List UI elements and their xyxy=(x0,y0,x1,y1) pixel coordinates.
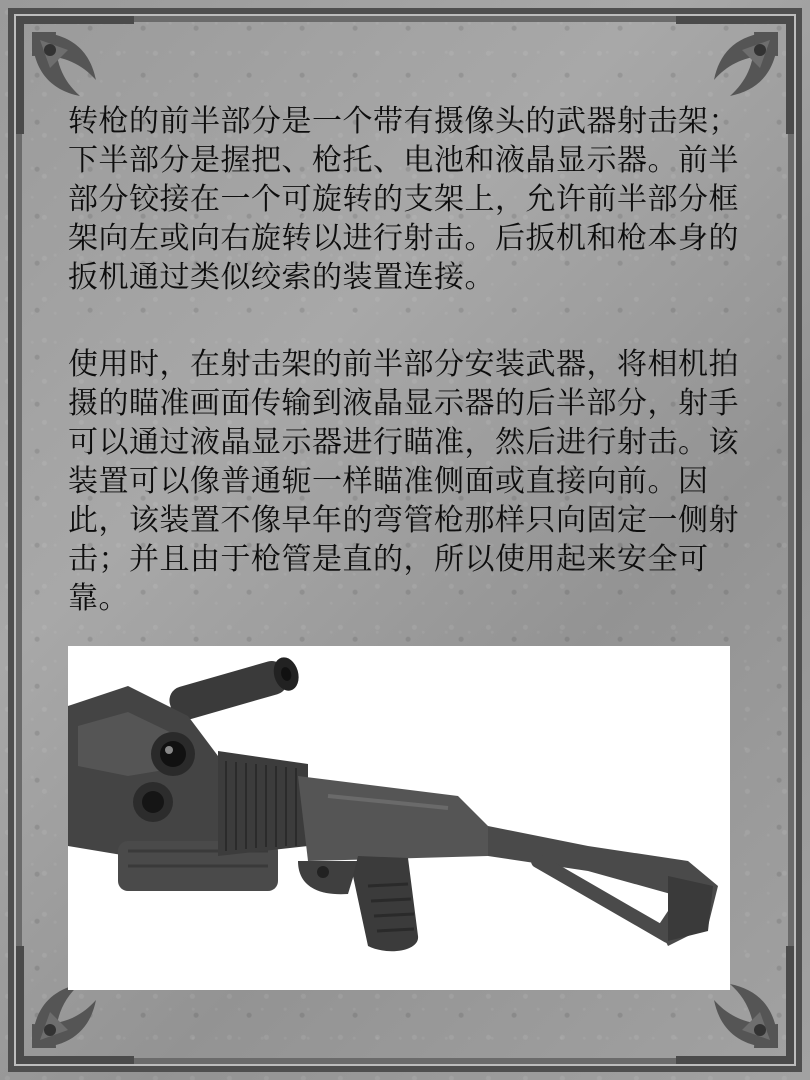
corner-shot-weapon-illustration xyxy=(68,646,730,990)
description-paragraph-2: 使用时，在射击架的前半部分安装武器，将相机拍摄的瞄准画面传输到液晶显示器的后半部分，射手可以通过液晶显示器进行瞄准，然后进行射击。该装置可以像普通轭一样瞄准侧面或直接向前。因此，该装置不像早年的弯管枪那样只向固定一侧射击；并且由于枪管是直的，所以使用起来安全可靠。 xyxy=(68,347,739,616)
corner-shot-weapon-photo xyxy=(68,646,730,990)
description-paragraph-1: 转枪的前半部分是一个带有摄像头的武器射击架；下半部分是握把、枪托、电池和液晶显示器。前半部分铰接在一个可旋转的支架上，允许前半部分框架向左或向右旋转以进行射击。后扳机和枪本身的扳机通过类似绞索的装置连接。 xyxy=(68,104,739,295)
